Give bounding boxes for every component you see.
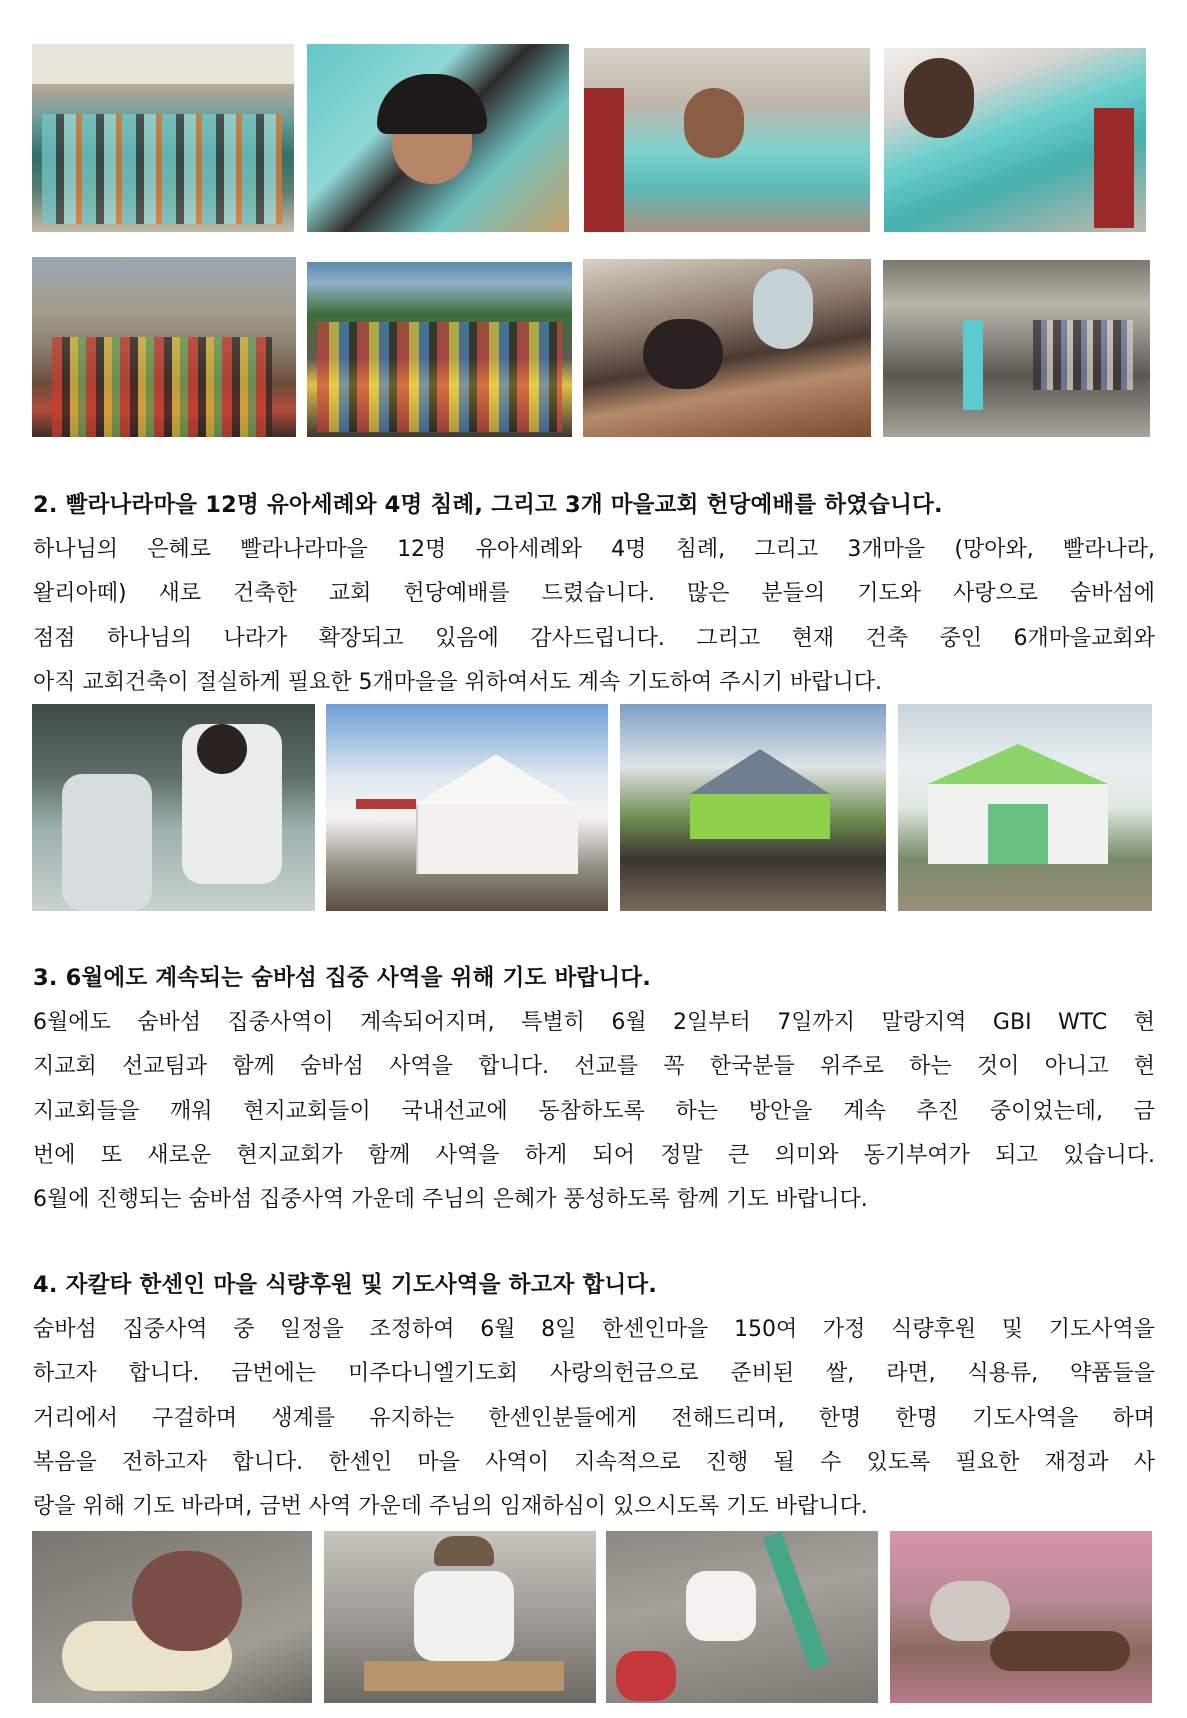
- photo-kneeling-prayer: [584, 48, 870, 232]
- photo-prayer-for-villagers: [583, 259, 871, 437]
- photo-green-white-church: [898, 704, 1152, 911]
- photo-seated-man: [324, 1531, 596, 1703]
- section-2-title: 2. 빨라나라마을 12명 유아세례와 4명 침례, 그리고 3개 마을교회 헌당예배를 하였습니다.: [33, 492, 943, 518]
- section-4-body: [33, 1308, 1155, 1529]
- section-4-line: 하고자 합니다. 금번에는 미주다니엘기도회 사랑의헌금으로 준비된 쌀, 라면, 식용류, 약품들을: [33, 1361, 1155, 1387]
- photo-laying-hands: [884, 48, 1146, 232]
- section-2-line: 아직 교회건축이 절실하게 필요한 5개마을을 위하여서도 계속 기도하여 주시기 바랍니다.: [33, 669, 883, 695]
- photo-congregation-hall: [32, 44, 294, 232]
- photo-green-church: [620, 704, 886, 911]
- section-3-line: 번에 또 새로운 현지교회가 함께 사역을 하게 되어 정말 큰 의미와 동기부여가 되고 있습니다.: [33, 1142, 1155, 1168]
- photo-white-church: [326, 704, 608, 911]
- section-3-line: 6월에 진행되는 숨바섬 집중사역 가운데 주님의 은혜가 풍성하도록 함께 기도 바랍니다.: [33, 1187, 868, 1213]
- section-4-title: 4. 자칼타 한센인 마을 식량후원 및 기도사역을 하고자 합니다.: [33, 1272, 658, 1298]
- section-3-title: 3. 6월에도 계속되는 숨바섬 집중 사역을 위해 기도 바랍니다.: [33, 965, 651, 991]
- photo-village-group-ruins: [32, 257, 296, 437]
- section-2-line: 왈리아떼) 새로 건축한 교회 헌당예배를 드렸습니다. 많은 분들의 기도와 사랑으로 숨바섬에: [33, 581, 1155, 607]
- photo-children-raising-hands: [307, 262, 572, 437]
- photo-patient-lying: [890, 1531, 1152, 1703]
- section-3-body: [33, 1001, 1155, 1222]
- section-4-line: 숨바섬 집중사역 중 일정을 조정하여 6월 8일 한센인마을 150여 가정 식량후원 및 기도사역을: [33, 1317, 1155, 1342]
- section-3-line: 지교회 선교팀과 함께 숨바섬 사역을 합니다. 선교를 꼭 한국분들 위주로 하는 것이 아니고 현: [33, 1054, 1155, 1080]
- photo-baptism-water: [32, 704, 315, 911]
- photo-foot-sandal: [32, 1531, 312, 1703]
- section-2-line: 점점 하나님의 나라가 확장되고 있음에 감사드립니다. 그리고 현재 건축 중인 6개마을교회와: [33, 625, 1155, 651]
- section-4-line: 복음을 전하고자 합니다. 한센인 마을 사역이 지속적으로 진행 될 수 있도록 필요한 재정과 사: [33, 1449, 1155, 1475]
- section-3-line: 지교회들을 깨워 현지교회들이 국내선교에 동참하도록 하는 방안을 계속 추진 중이었는데, 금: [33, 1098, 1155, 1124]
- section-4-line: 랑을 위해 기도 바라며, 금번 사역 가운데 주님의 임재하심이 있으시도록 기도 바랍니다.: [33, 1494, 868, 1520]
- photo-bandaged-foot: [606, 1531, 878, 1703]
- photo-woman-praying: [307, 44, 569, 232]
- photo-church-gathering: [883, 260, 1150, 437]
- section-2-line: 하나님의 은혜로 빨라나라마을 12명 유아세례와 4명 침례, 그리고 3개마을 (망아와, 빨라나라,: [33, 537, 1155, 562]
- section-4-line: 거리에서 구걸하며 생계를 유지하는 한센인분들에게 전해드리며, 한명 한명 기도사역을 하며: [33, 1405, 1155, 1431]
- section-3-line: 6월에도 숨바섬 집중사역이 계속되어지며, 특별히 6월 2일부터 7일까지 말랑지역 GBI WTC 현: [33, 1010, 1155, 1035]
- section-2-body: [33, 528, 1155, 705]
